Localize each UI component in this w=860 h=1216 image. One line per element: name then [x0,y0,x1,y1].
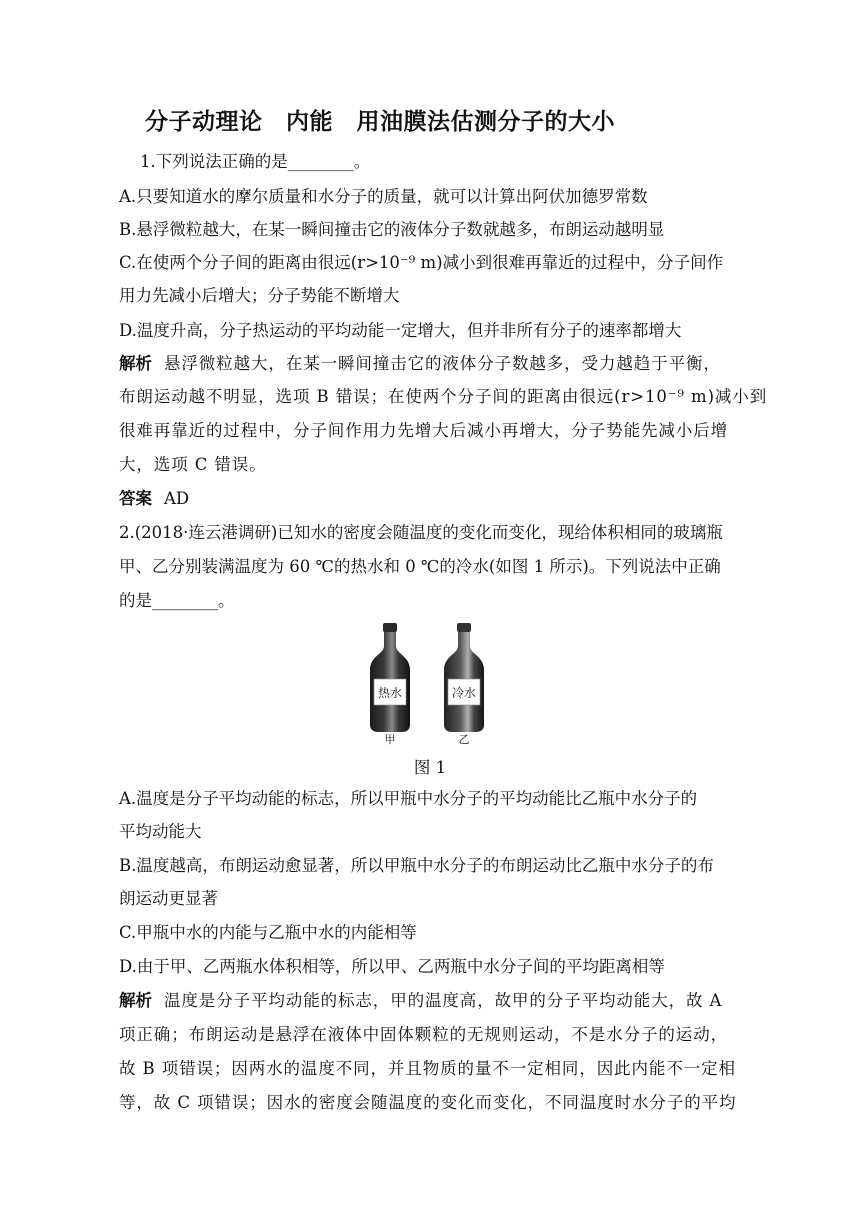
bottle-jia-name: 甲 [384,733,396,745]
q1-stem: 1.下列说法正确的是________。 [140,152,371,171]
q2-option-a-line1: A.温度是分子平均动能的标志，所以甲瓶中水分子的平均动能比乙瓶中水分子的 [119,789,698,808]
bottle-jia [370,623,410,732]
q2-solution-text1: 温度是分子平均动能的标志，甲的温度高，故甲的分子平均动能大，故 A [164,991,723,1010]
q1-answer-label: 答案 [119,489,152,508]
q2-option-d: D.由于甲、乙两瓶水体积相等，所以甲、乙两瓶中水分子间的平均距离相等 [119,957,665,976]
q1-solution-label: 解析 [119,354,152,373]
bottle-yi-label: 冷水 [451,686,477,700]
q1-solution-text1: 悬浮微粒越大，在某一瞬间撞击它的液体分子数越多，受力越趋于平衡， [164,354,721,373]
q2-solution-label: 解析 [119,991,152,1010]
q1-option-c-line2: 用力先减小后增大；分子势能不断增大 [119,286,400,305]
q2-solution-line2: 项正确；布朗运动是悬浮在液体中固体颗粒的无规则运动，不是水分子的运动， [119,1025,728,1044]
q1-option-b: B.悬浮微粒越大，在某一瞬间撞击它的液体分子数就越多，布朗运动越明显 [119,220,665,239]
q1-solution-line3: 很难再靠近的过程中，分子间作用力先增大后减小再增大，分子势能先减小后增 [119,421,728,440]
bottles-illustration [352,620,502,745]
q1-option-a: A.只要知道水的摩尔质量和水分子的质量，就可以计算出阿伏加德罗常数 [119,187,648,206]
q1-solution-line4: 大，选项 C 错误。 [119,455,267,474]
q2-option-c: C.甲瓶中水的内能与乙瓶中水的内能相等 [119,923,417,942]
q1-solution-line2: 布朗运动越不明显，选项 B 错误；在使两个分子间的距离由很远(r>10⁻⁹ m)减小到 [119,387,768,406]
page-title: 分子动理论 内能 用油膜法估测分子的大小 [145,108,615,135]
q1-solution-line1 [119,354,744,374]
bottles-figure [352,620,502,745]
q2-stem-line1: 2.(2018·连云港调研)已知水的密度会随温度的变化而变化，现给体积相同的玻璃瓶 [119,523,723,542]
q1-answer-line [119,489,744,509]
bottle-jia-label: 热水 [377,686,403,700]
bottle-yi-name: 乙 [458,733,470,745]
q2-solution-line4: 等，故 C 项错误；因水的密度会随温度的变化而变化，不同温度时水分子的平均 [119,1093,737,1112]
q2-option-a-line2: 平均动能大 [119,822,202,841]
q1-option-c-line1: C.在使两个分子间的距离由很远(r>10⁻⁹ m)减小到很难再靠近的过程中，分子间作 [119,253,724,272]
q2-stem-line2: 甲、乙分别装满温度为 60 ℃的热水和 0 ℃的冷水(如图 1 所示)。下列说法中正确 [119,557,721,576]
q1-option-d: D.温度升高，分子热运动的平均动能一定增大，但并非所有分子的速率都增大 [119,321,682,340]
q1-answer-value: AD [164,489,190,508]
q2-stem-line3: 的是________。 [119,591,235,610]
figure-caption: 图 1 [413,758,447,777]
bottle-yi [444,623,484,732]
q2-option-b-line2: 朗运动更显著 [119,889,218,908]
q2-option-b-line1: B.温度越高，布朗运动愈显著，所以甲瓶中水分子的布朗运动比乙瓶中水分子的布 [119,856,714,875]
q2-solution-line3: 故 B 项错误；因两水的温度不同，并且物质的量不一定相同，因此内能不一定相 [119,1059,736,1078]
q2-solution-line1 [119,991,744,1011]
